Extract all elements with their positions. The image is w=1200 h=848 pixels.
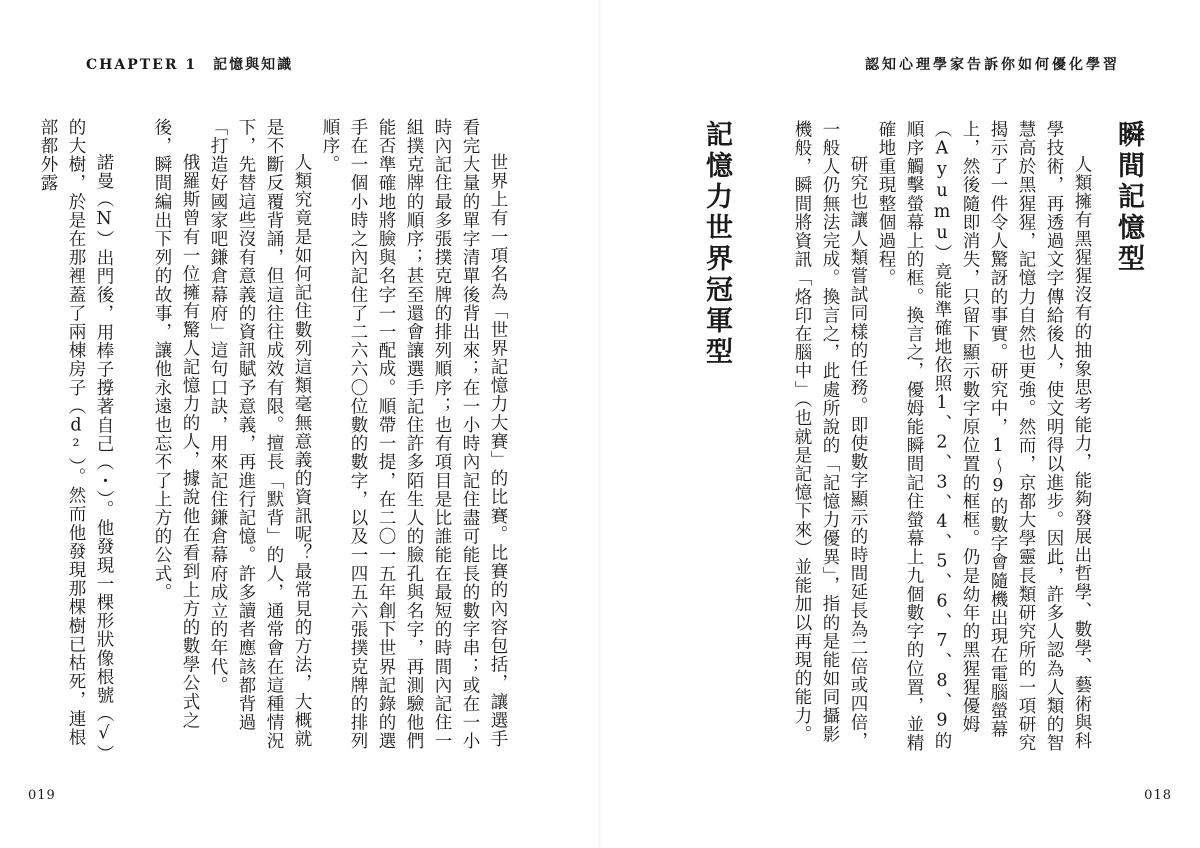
running-head-book-title: 認知心理學家告訴你如何優化學習 [865,57,1120,73]
paragraph-chimpanzee-study: 人類擁有黑猩猩沒有的抽象思考能力，能夠發展出哲學、數學、藝術與科學技術，再透過文字傳給後人，使文明得以進步。因此，許多人認為人類的智慧高於黑猩猩，記憶力自然也更強。然而，京都大學靈長類研究所的一項研究揭示了一件令人驚訝的事實。研究中，1～9的數字會隨機出現在電腦螢幕上，然後隨即消失，只留下顯示數字原位置的框框。仍是幼年的黑猩猩優姆（Ayumu）竟能準確地依照1、2、3、4、5、6、7、8、9的順序觸擊螢幕上的框。換言之，優姆能瞬間記住螢幕上九個數字的位置，並精確地重現整個過程。 [876,120,1092,753]
paragraph-human-trial: 研究也讓人類嘗試同樣的任務。即使數字顯示的時間延長為二倍或四倍，一般人仍無法完成。換言之，此處所說的「記憶力優異」，指的是能如同攝影機般，瞬間將資訊「烙印在腦中」（也就是記憶下來）並能加以再現的能力。 [792,120,868,751]
paragraph-world-memory-championship: 世界上有一項名為「世界記憶力大賽」的比賽。比賽的內容包括，讓選手看完大量的單字清單後背出來；在一小時內記住盡可能長的數字串；或在一小時內記住最多張撲克牌的排列順序；也有項目是比誰能在最短的時間內記住一組撲克牌的順序；甚至還會讓選手記住許多陌生人的臉孔與名字，再測驗他們能否準確地將臉與名字一一配成。順帶一提，在二〇一五年創下世界記錄的選手在一個小時之內記住了二六六〇位數的數字，以及一四五六張撲克牌的排列順序。 [320,118,508,751]
page-number-left: 019 [28,788,56,803]
running-head-chapter: CHAPTER 1 記憶與知識 [86,57,294,73]
left-page-body [38,118,512,758]
right-page [600,0,1200,848]
section-heading-instant-memory: 瞬間記憶型 [1113,120,1144,275]
paragraph-norman-story: 諾曼（N）出門後，用棒子撐著自己（・）。他發現一棵形狀像根號（√）的大樹，於是在那裡蓋了兩棟房子（d²）。然而他發現那棵樹已枯死，連根部都外露 [38,118,114,755]
page-number-right: 018 [1144,788,1172,803]
paragraph-memorizing-methods: 人類究竟是如何記住數列這類毫無意義的資訊呢？最常見的方法，大概就是不斷反覆背誦，但這往往成效有限。擅長「默背」的人，通常會在這種情況下，先替這些沒有意義的資訊賦予意義，再進行記憶。許多讀者應該都背過「打造好國家吧鎌倉幕府」這句口訣，用來記住鎌倉幕府成立的年代。 [208,118,312,751]
section-heading-memory-champion: 記憶力世界冠軍型 [701,120,732,368]
paragraph-russian-memorist: 俄羅斯曾有一位擁有驚人記憶力的人，據說他在看到上方的數學公式之後，瞬間編出下列的故事，讓他永遠也忘不了上方的公式。 [152,118,200,730]
right-page-body [701,120,1148,760]
